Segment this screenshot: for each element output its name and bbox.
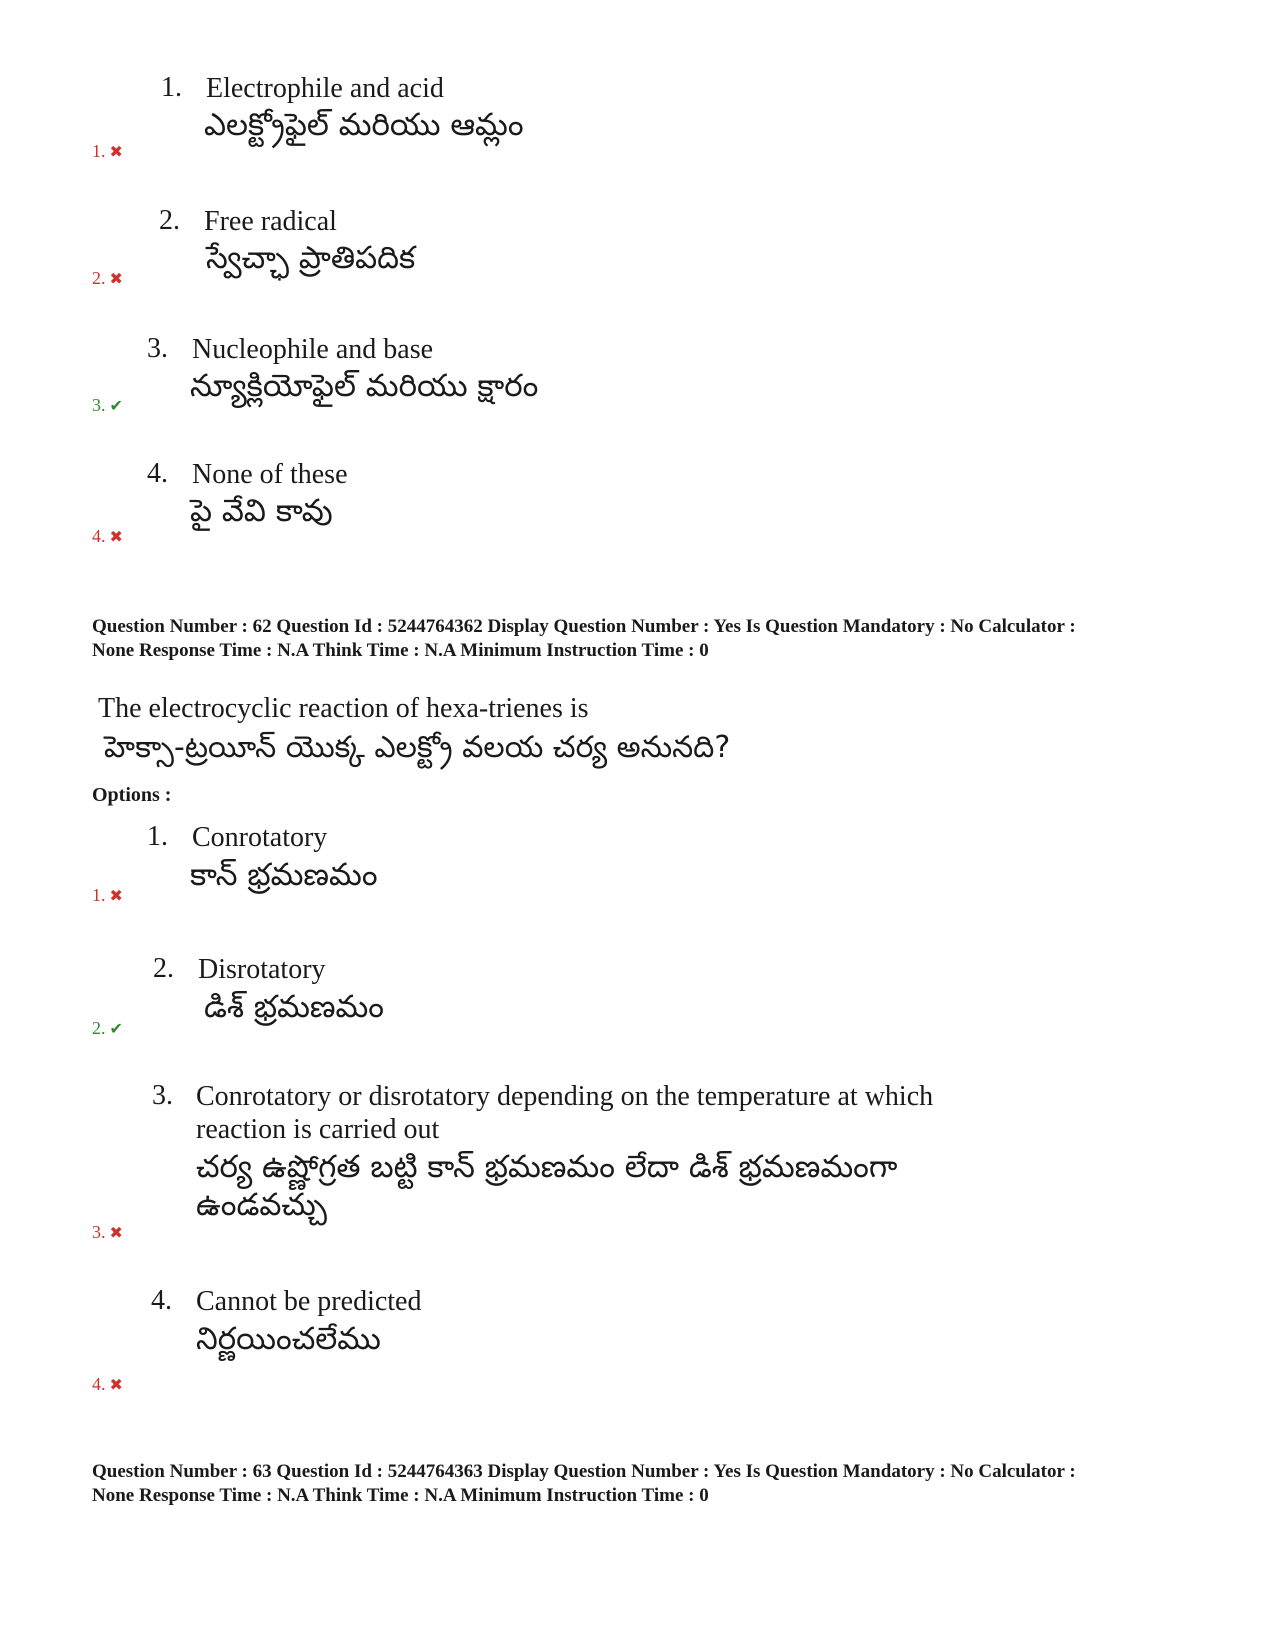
option-mark: 2. ✖: [92, 268, 123, 288]
question-text-te: హెక్సా-ట్రయీన్ యొక్క ఎలక్ట్రో వలయ చర్య అనునది?: [104, 730, 731, 765]
option-mark: 1. ✖: [92, 141, 123, 161]
option-mark: 3. ✖: [92, 1222, 123, 1242]
option-text-en: Nucleophile and base: [192, 334, 434, 365]
option-text-te: కాన్ భ్రమణమం: [190, 857, 378, 893]
option-number: 4.: [147, 458, 168, 489]
option-mark: 2. ✔: [92, 1018, 123, 1038]
cross-icon: ✖: [109, 527, 123, 546]
option-text-en: Free radical: [204, 206, 337, 237]
option-number: 2.: [153, 953, 174, 984]
option-number: 3.: [152, 1080, 173, 1111]
cross-icon: ✖: [109, 886, 123, 905]
cross-icon: ✖: [109, 142, 123, 161]
meta-line-1: Question Number : 63 Question Id : 5244764363 Display Question Number : Yes Is Question Mandatory : No Calculator :: [92, 1461, 1076, 1482]
options-label: Options :: [92, 784, 172, 806]
cross-icon: ✖: [109, 1375, 123, 1394]
option-number: 1.: [147, 821, 168, 852]
option-mark: 1. ✖: [92, 885, 123, 905]
question-text-en: The electrocyclic reaction of hexa-trienes is: [98, 693, 589, 724]
option-text-te: పై వేవి కావు: [190, 493, 333, 529]
option-text-te: ఉండవచ్చు: [196, 1187, 327, 1223]
option-number: 4.: [151, 1285, 172, 1316]
option-text-en: Disrotatory: [198, 954, 326, 985]
option-text-en: reaction is carried out: [196, 1114, 440, 1145]
option-number: 2.: [159, 205, 180, 236]
option-mark: 4. ✖: [92, 1374, 123, 1394]
check-icon: ✔: [109, 396, 123, 415]
option-text-en: None of these: [192, 459, 348, 490]
option-number: 3.: [147, 333, 168, 364]
option-text-en: Conrotatory: [192, 822, 328, 853]
cross-icon: ✖: [109, 1223, 123, 1242]
meta-line-1: Question Number : 62 Question Id : 5244764362 Display Question Number : Yes Is Question Mandatory : No Calculator :: [92, 616, 1076, 637]
option-mark: 4. ✖: [92, 526, 123, 546]
option-text-te: నిర్ణయించలేము: [196, 1321, 381, 1357]
meta-line-2: None Response Time : N.A Think Time : N.A Minimum Instruction Time : 0: [92, 640, 709, 661]
option-number: 1.: [161, 72, 182, 103]
option-text-en: Cannot be predicted: [196, 1286, 422, 1317]
option-text-te: స్వేచ్ఛా ప్రాతిపదిక: [206, 240, 416, 276]
option-text-en: Electrophile and acid: [206, 73, 444, 104]
option-mark: 3. ✔: [92, 395, 123, 415]
cross-icon: ✖: [109, 269, 123, 288]
meta-line-2: None Response Time : N.A Think Time : N.A Minimum Instruction Time : 0: [92, 1485, 709, 1506]
option-text-en: Conrotatory or disrotatory depending on the temperature at which: [196, 1081, 934, 1112]
option-text-te: చర్య ఉష్ణోగ్రత బట్టి కాన్ భ్రమణమం లేదా డిశ్ భ్రమణమంగా: [196, 1149, 898, 1185]
question-63-meta: [92, 1460, 1212, 1508]
option-text-te: న్యూక్లియోఫైల్ మరియు క్షారం: [190, 368, 539, 404]
check-icon: ✔: [109, 1019, 123, 1038]
option-text-te: డిశ్ భ్రమణమం: [204, 989, 385, 1025]
option-text-te: ఎలక్ట్రోఫైల్ మరియు ఆమ్లం: [204, 107, 524, 143]
question-62-meta: [92, 615, 1212, 663]
